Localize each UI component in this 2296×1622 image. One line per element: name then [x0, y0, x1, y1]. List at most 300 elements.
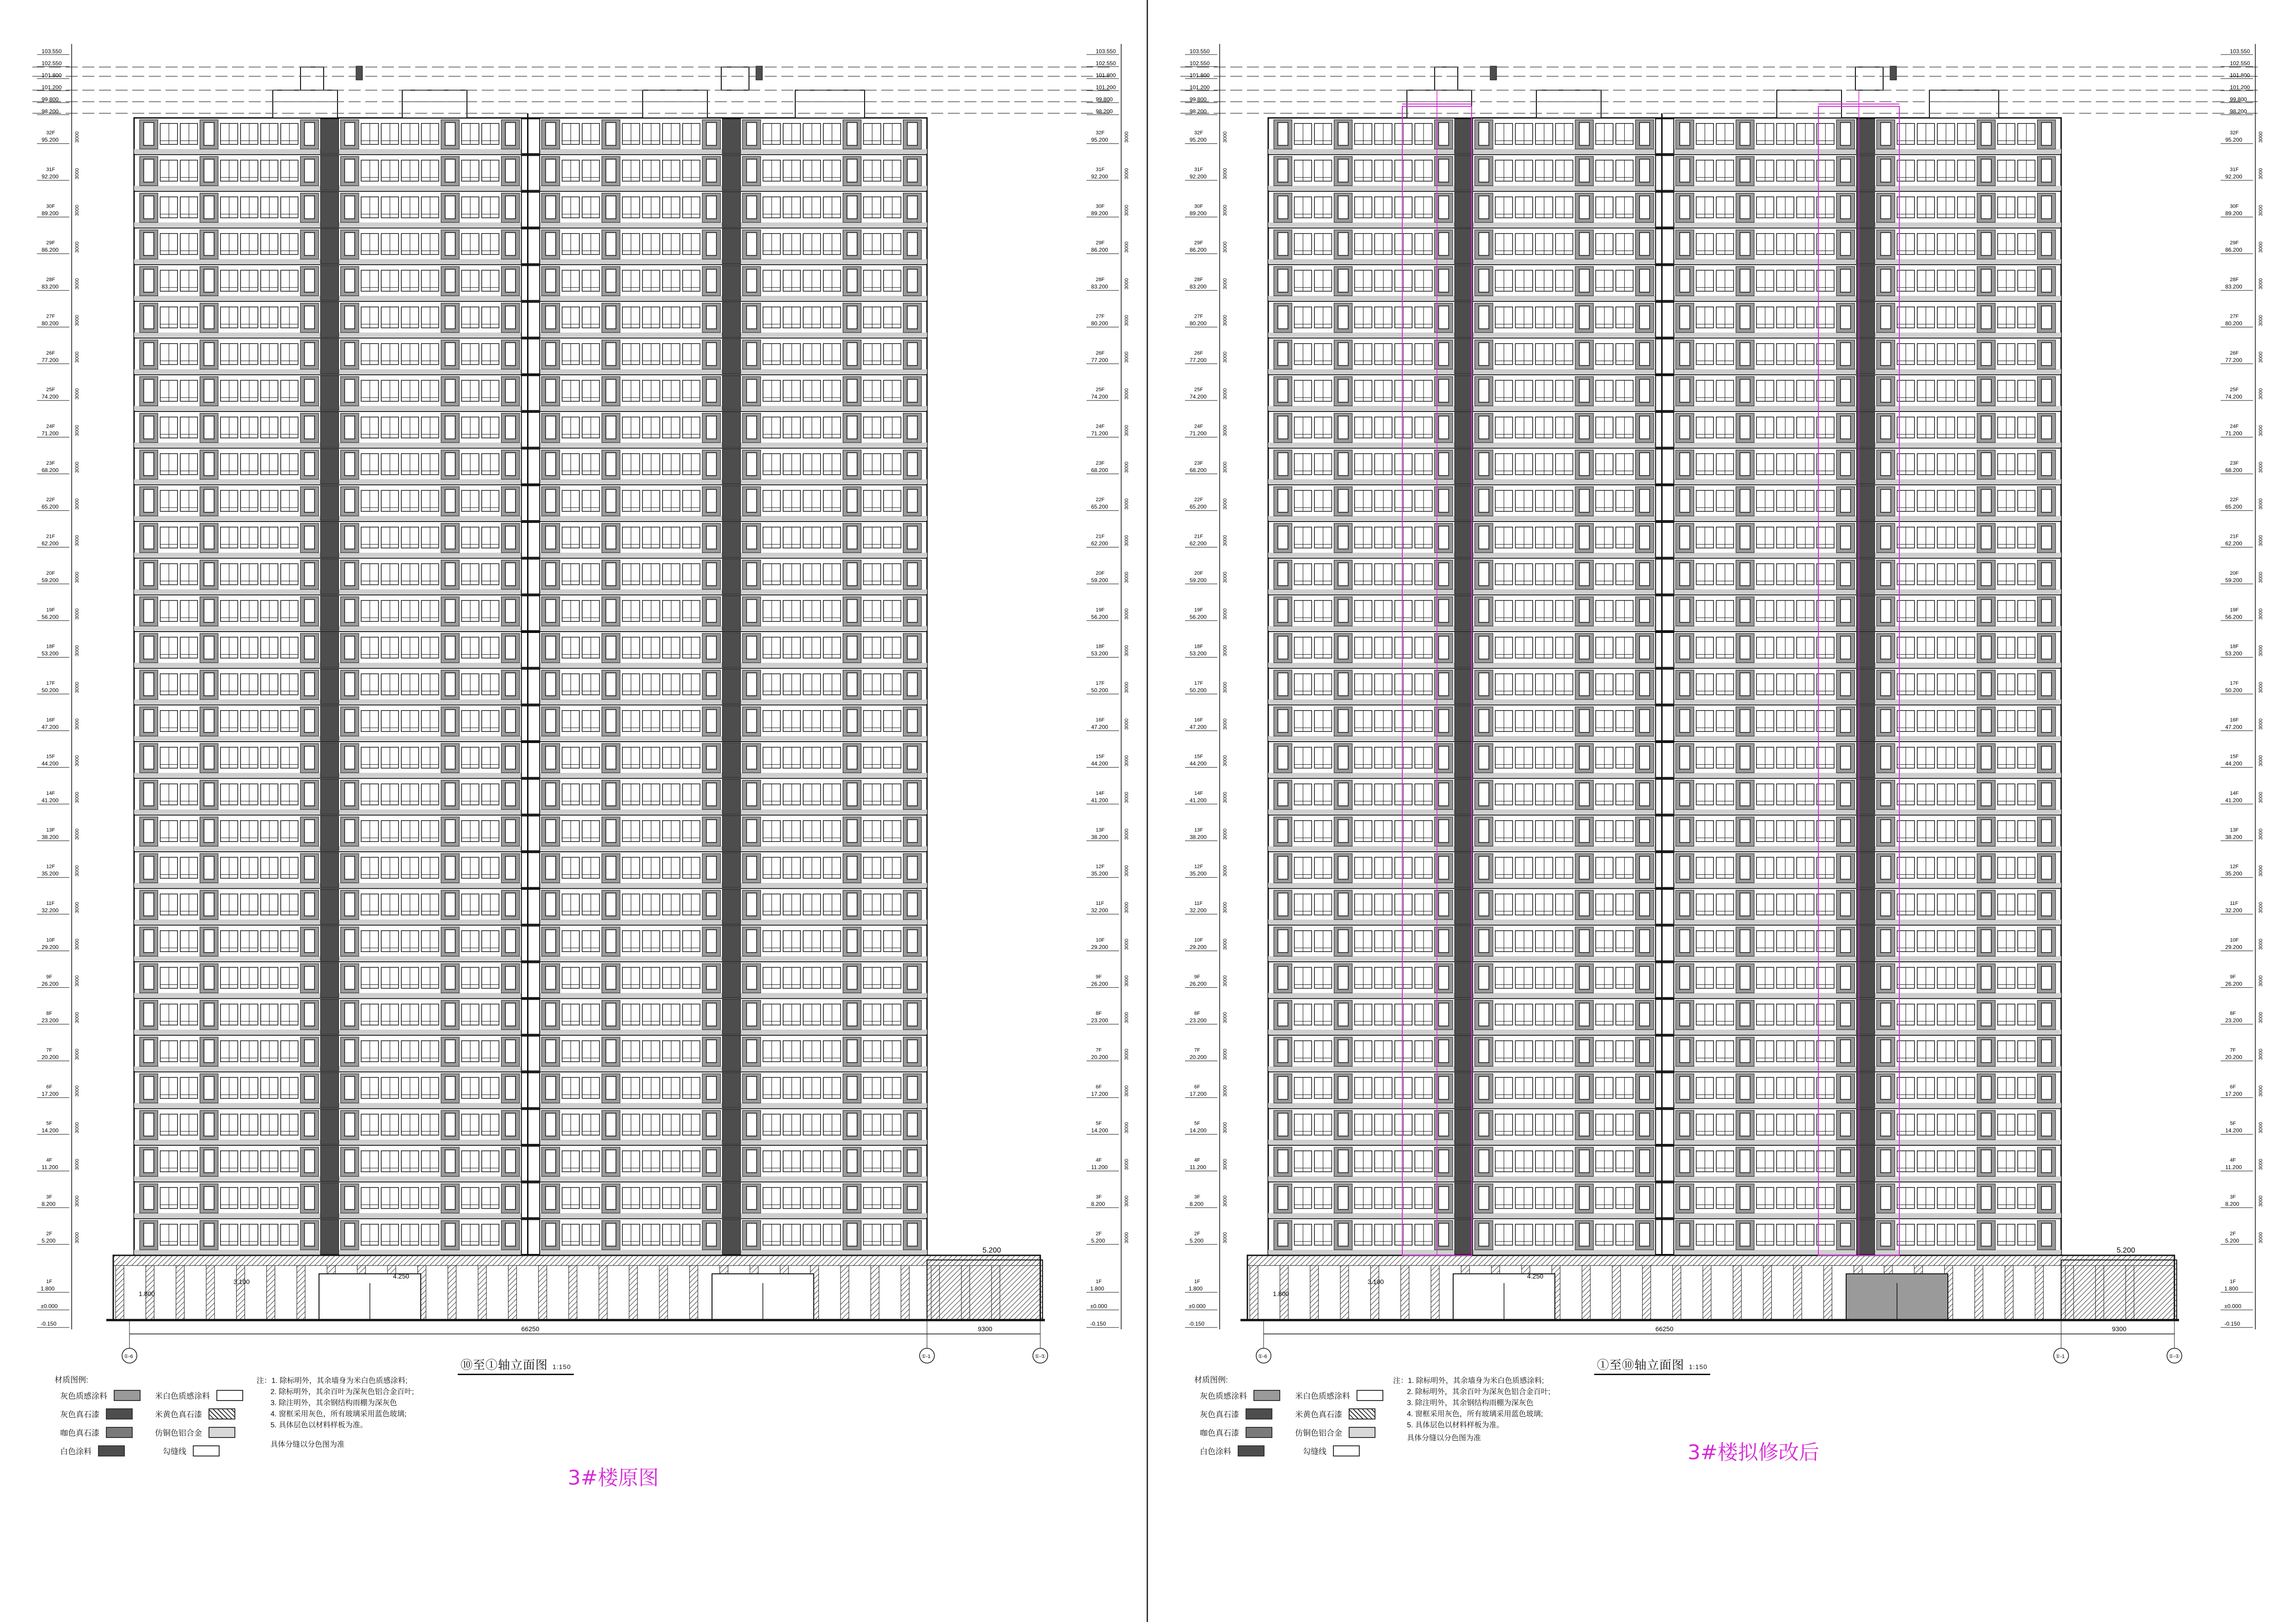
storey-dimension: 3000 — [1124, 168, 1130, 179]
storey-dimension: 3000 — [74, 535, 80, 547]
window — [1740, 416, 1750, 439]
storey-dimension: 3000 — [74, 131, 80, 143]
stair-shaft-panel — [722, 1220, 740, 1254]
gap-wall — [522, 412, 540, 447]
window — [1740, 600, 1750, 622]
window — [445, 673, 455, 695]
window — [1579, 269, 1590, 292]
window — [606, 600, 616, 622]
window — [606, 636, 616, 659]
floor-name-label: 15F — [1096, 754, 1105, 760]
window — [204, 453, 214, 475]
window — [1981, 600, 1991, 622]
total-width-dimension: 66250 — [521, 1325, 540, 1333]
floor-name-label: 10F — [46, 937, 55, 943]
floor-name-label: 26F — [1096, 350, 1105, 356]
floor-name-label: 31F — [46, 167, 55, 172]
gap-wall — [522, 1000, 540, 1034]
window — [1479, 490, 1489, 512]
window — [204, 856, 214, 879]
window — [747, 1113, 757, 1136]
floor-name-label: 3F — [1096, 1194, 1102, 1200]
floor-elevation-label: 41.200 — [42, 797, 59, 804]
window — [747, 563, 757, 585]
window — [1479, 306, 1489, 329]
window — [847, 820, 857, 842]
roof-level-label: 101.200 — [42, 84, 62, 91]
window — [1579, 563, 1590, 585]
roof-vent — [756, 66, 762, 80]
window — [1278, 490, 1288, 512]
window — [1338, 379, 1348, 402]
stair-shaft-panel — [320, 522, 338, 557]
ground-level-label: 1.800 — [41, 1285, 55, 1292]
window — [747, 673, 757, 695]
window — [505, 526, 516, 549]
window — [204, 710, 214, 732]
window — [706, 966, 717, 989]
floor-name-label: 3F — [46, 1194, 52, 1200]
window — [505, 123, 516, 145]
window — [144, 856, 154, 879]
window — [1439, 233, 1449, 255]
window — [505, 196, 516, 219]
floor-name-label: 30F — [1096, 203, 1105, 209]
stair-shaft-panel — [722, 1146, 740, 1181]
window — [907, 856, 917, 879]
window — [305, 636, 315, 659]
window — [344, 1003, 355, 1026]
window — [907, 1003, 917, 1026]
window — [1338, 490, 1348, 512]
window — [907, 1186, 917, 1209]
window — [2041, 159, 2051, 182]
window — [546, 783, 556, 805]
floor-name-label: 14F — [46, 791, 55, 797]
floor-name-label: 20F — [1096, 570, 1105, 576]
window — [1981, 453, 1991, 475]
window — [445, 1076, 455, 1099]
floor-name-label: 20F — [46, 570, 55, 576]
window — [847, 673, 857, 695]
floor-elevation-label: 74.200 — [1091, 393, 1108, 400]
window — [546, 123, 556, 145]
podium-pier — [176, 1266, 184, 1320]
window — [546, 196, 556, 219]
window — [1439, 159, 1449, 182]
floor-name-label: 31F — [1096, 167, 1105, 172]
stair-shaft-panel — [722, 302, 740, 337]
floor-elevation-label: 47.200 — [1091, 724, 1108, 731]
window — [907, 1223, 917, 1246]
floor-elevation-label: 5.200 — [42, 1237, 56, 1244]
storey-dimension: 3000 — [1124, 682, 1130, 693]
window — [1579, 600, 1590, 622]
floor-elevation-label: 62.200 — [42, 540, 59, 547]
window — [1579, 490, 1590, 512]
window — [1881, 600, 1891, 622]
window — [1338, 600, 1348, 622]
window — [847, 966, 857, 989]
window — [1881, 343, 1891, 365]
stair-shaft-panel — [1856, 596, 1874, 631]
window — [606, 820, 616, 842]
window — [1841, 379, 1851, 402]
podium-hatched-band — [113, 1255, 1040, 1266]
right-width-dimension: 9300 — [978, 1325, 993, 1333]
floor-elevation-label: 17.200 — [1091, 1090, 1108, 1097]
floor-elevation-label: 86.200 — [1091, 246, 1108, 253]
window — [445, 600, 455, 622]
window — [606, 233, 616, 255]
storey-dimension: 3000 — [1124, 388, 1130, 400]
window — [1680, 563, 1690, 585]
window — [1841, 600, 1851, 622]
window — [747, 1003, 757, 1026]
window — [606, 966, 616, 989]
window — [706, 453, 717, 475]
storey-dimension: 3000 — [1124, 865, 1130, 877]
window — [344, 379, 355, 402]
window — [606, 710, 616, 732]
storey-dimension: 3000 — [74, 828, 80, 840]
window — [144, 196, 154, 219]
window — [606, 673, 616, 695]
window — [445, 930, 455, 952]
window — [1439, 343, 1449, 365]
stair-shaft-panel — [722, 743, 740, 777]
window — [1278, 196, 1288, 219]
window — [305, 930, 315, 952]
window — [1981, 416, 1991, 439]
window — [907, 673, 917, 695]
stair-shaft-panel — [1455, 119, 1473, 154]
floor-elevation-label: 92.200 — [1091, 173, 1108, 180]
gap-wall — [522, 1110, 540, 1144]
ground-level-label: ±0.000 — [1090, 1303, 1107, 1309]
window — [2041, 563, 2051, 585]
roof-level-label: 98.200 — [1096, 108, 1113, 115]
storey-dimension: 3000 — [1124, 1012, 1130, 1024]
window — [204, 783, 214, 805]
roof-level-label: 103.550 — [1096, 48, 1116, 55]
window — [1439, 526, 1449, 549]
window — [747, 893, 757, 915]
window — [1740, 636, 1750, 659]
window — [2041, 453, 2051, 475]
window — [606, 306, 616, 329]
window — [204, 930, 214, 952]
window — [204, 526, 214, 549]
window — [505, 1186, 516, 1209]
window — [344, 673, 355, 695]
window — [1841, 526, 1851, 549]
window — [305, 453, 315, 475]
window — [847, 1150, 857, 1173]
stair-shaft-panel — [1856, 119, 1874, 154]
storey-dimension: 3000 — [1124, 792, 1130, 804]
window — [1639, 123, 1650, 145]
window — [144, 453, 154, 475]
window — [847, 1113, 857, 1136]
window — [204, 1040, 214, 1063]
window — [907, 563, 917, 585]
stair-shaft-panel — [1856, 339, 1874, 374]
window — [747, 600, 757, 622]
legend-item: 咖色真石漆 — [60, 1426, 133, 1438]
window — [505, 710, 516, 732]
floor-name-label: 24F — [1096, 424, 1105, 430]
window — [747, 123, 757, 145]
legend-swatch — [209, 1427, 235, 1438]
window — [445, 159, 455, 182]
storey-dimension: 3000 — [74, 792, 80, 804]
floor-name-label: 19F — [46, 607, 55, 613]
window — [344, 966, 355, 989]
stair-shaft-panel — [320, 229, 338, 264]
window — [1981, 379, 1991, 402]
window — [505, 1223, 516, 1246]
window — [847, 196, 857, 219]
floor-elevation-label: 26.200 — [1091, 980, 1108, 987]
window — [305, 1223, 315, 1246]
window — [344, 269, 355, 292]
window — [1740, 269, 1750, 292]
window — [505, 1003, 516, 1026]
window — [344, 1113, 355, 1136]
floor-elevation-label: 38.200 — [42, 834, 59, 841]
window — [847, 123, 857, 145]
window — [1639, 306, 1650, 329]
roof-level-label: 102.550 — [1096, 60, 1116, 67]
storey-dimension: 3000 — [1124, 1195, 1130, 1207]
floor-elevation-label: 53.200 — [1091, 650, 1108, 657]
window — [1841, 123, 1851, 145]
legend-item: 米黄色真石漆 — [155, 1408, 235, 1419]
window — [445, 746, 455, 769]
storey-dimension: 3000 — [1124, 314, 1130, 326]
gap-wall — [522, 1183, 540, 1217]
window — [1639, 526, 1650, 549]
window — [1981, 563, 1991, 585]
window — [606, 343, 616, 365]
roof-parapet — [643, 90, 707, 118]
window — [1479, 123, 1489, 145]
window — [1278, 159, 1288, 182]
floor-elevation-label: 17.200 — [42, 1090, 59, 1097]
podium-mark: 5.200 — [982, 1247, 1001, 1254]
storey-dimension: 3000 — [74, 571, 80, 583]
ground-level-label: -0.150 — [41, 1321, 57, 1327]
window — [305, 1076, 315, 1099]
window — [706, 1003, 717, 1026]
legend-swatch — [216, 1390, 243, 1401]
window — [344, 453, 355, 475]
window — [706, 1040, 717, 1063]
window — [144, 930, 154, 952]
axis-label: ①-① — [1035, 1354, 1046, 1359]
gap-wall — [1656, 559, 1674, 594]
window — [1579, 416, 1590, 439]
floor-name-label: 2F — [46, 1231, 52, 1237]
podium-pier — [297, 1266, 305, 1320]
window — [204, 379, 214, 402]
stair-shaft-panel — [1455, 559, 1473, 594]
window — [1579, 526, 1590, 549]
window — [1639, 563, 1650, 585]
window — [505, 1150, 516, 1173]
window — [747, 416, 757, 439]
floor-elevation-label: 8.200 — [1091, 1200, 1105, 1207]
window — [144, 526, 154, 549]
window — [907, 159, 917, 182]
window — [1680, 416, 1690, 439]
window — [1278, 600, 1288, 622]
podium-pier — [206, 1266, 215, 1320]
window — [847, 1040, 857, 1063]
window — [144, 783, 154, 805]
window — [2041, 526, 2051, 549]
window — [2041, 196, 2051, 219]
podium-pier — [448, 1266, 456, 1320]
window — [847, 453, 857, 475]
window — [445, 820, 455, 842]
floor-elevation-label: 86.200 — [42, 246, 59, 253]
window — [1881, 123, 1891, 145]
window — [606, 1113, 616, 1136]
window — [2041, 233, 2051, 255]
storey-dimension: 3000 — [74, 498, 80, 510]
window — [505, 1040, 516, 1063]
window — [445, 966, 455, 989]
gap-wall — [1656, 486, 1674, 521]
storey-dimension: 3000 — [1124, 975, 1130, 987]
floor-name-label: 25F — [1096, 387, 1105, 393]
window — [204, 233, 214, 255]
window — [747, 453, 757, 475]
floor-elevation-label: 65.200 — [42, 504, 59, 510]
window — [706, 600, 717, 622]
stair-shaft-panel — [722, 229, 740, 264]
window — [1439, 123, 1449, 145]
window — [1680, 306, 1690, 329]
window — [1278, 379, 1288, 402]
floor-elevation-label: 62.200 — [1091, 540, 1108, 547]
window — [1841, 233, 1851, 255]
stair-shaft-panel — [320, 192, 338, 227]
window — [1881, 306, 1891, 329]
window — [305, 379, 315, 402]
window — [907, 196, 917, 219]
stair-shaft-panel — [320, 375, 338, 410]
stair-shaft-panel — [320, 1000, 338, 1034]
stair-shaft-panel — [722, 265, 740, 300]
window — [305, 563, 315, 585]
window — [747, 966, 757, 989]
window — [344, 343, 355, 365]
gap-wall — [1656, 412, 1674, 447]
window — [344, 490, 355, 512]
window — [1639, 600, 1650, 622]
stair-shaft-panel — [320, 486, 338, 521]
floor-name-label: 7F — [1096, 1047, 1102, 1053]
storey-dimension: 3000 — [1124, 938, 1130, 950]
window — [606, 1186, 616, 1209]
floor-name-label: 8F — [1096, 1011, 1102, 1017]
window — [144, 1223, 154, 1246]
window — [1439, 269, 1449, 292]
floor-name-label: 18F — [46, 644, 55, 650]
stair-shaft-panel — [320, 302, 338, 337]
window — [1278, 563, 1288, 585]
legend-item: 勾缝线 — [163, 1445, 220, 1456]
window — [344, 1223, 355, 1246]
window — [1579, 159, 1590, 182]
podium-pier — [508, 1266, 516, 1320]
legend-heading: 材质图例: — [55, 1376, 88, 1384]
stair-shaft-panel — [1455, 633, 1473, 667]
window — [546, 1150, 556, 1173]
window — [847, 1223, 857, 1246]
window — [1841, 343, 1851, 365]
window — [847, 526, 857, 549]
window — [907, 710, 917, 732]
floor-name-label: 4F — [1096, 1157, 1102, 1163]
window — [747, 196, 757, 219]
stair-shaft-panel — [1455, 265, 1473, 300]
window — [445, 856, 455, 879]
floor-name-label: 5F — [46, 1121, 52, 1127]
window — [1439, 563, 1449, 585]
stair-shaft-panel — [722, 412, 740, 447]
podium-pier — [539, 1266, 547, 1320]
window — [606, 1040, 616, 1063]
floor-name-label: 28F — [46, 277, 55, 283]
floor-name-label: 11F — [46, 901, 55, 907]
window — [1639, 159, 1650, 182]
gap-wall — [522, 339, 540, 374]
floor-name-label: 29F — [1096, 240, 1105, 246]
window — [305, 893, 315, 915]
window — [144, 233, 154, 255]
window — [445, 379, 455, 402]
window — [706, 233, 717, 255]
stair-shaft-panel — [722, 119, 740, 154]
window — [344, 1076, 355, 1099]
gap-wall — [1656, 192, 1674, 227]
window — [546, 636, 556, 659]
window — [445, 893, 455, 915]
window — [1278, 306, 1288, 329]
gap-wall — [1656, 633, 1674, 667]
window — [1579, 343, 1590, 365]
floor-name-label: 18F — [1096, 644, 1105, 650]
window — [546, 673, 556, 695]
window — [1639, 196, 1650, 219]
window — [747, 1076, 757, 1099]
window — [1439, 600, 1449, 622]
stair-shaft-panel — [722, 779, 740, 814]
storey-dimension: 3000 — [74, 1049, 80, 1060]
window — [1680, 159, 1690, 182]
window — [606, 379, 616, 402]
drawing-sheet-modified — [1148, 0, 2296, 1622]
window — [305, 490, 315, 512]
floor-name-label: 32F — [1096, 130, 1105, 136]
window — [305, 269, 315, 292]
window — [204, 673, 214, 695]
window — [907, 1076, 917, 1099]
